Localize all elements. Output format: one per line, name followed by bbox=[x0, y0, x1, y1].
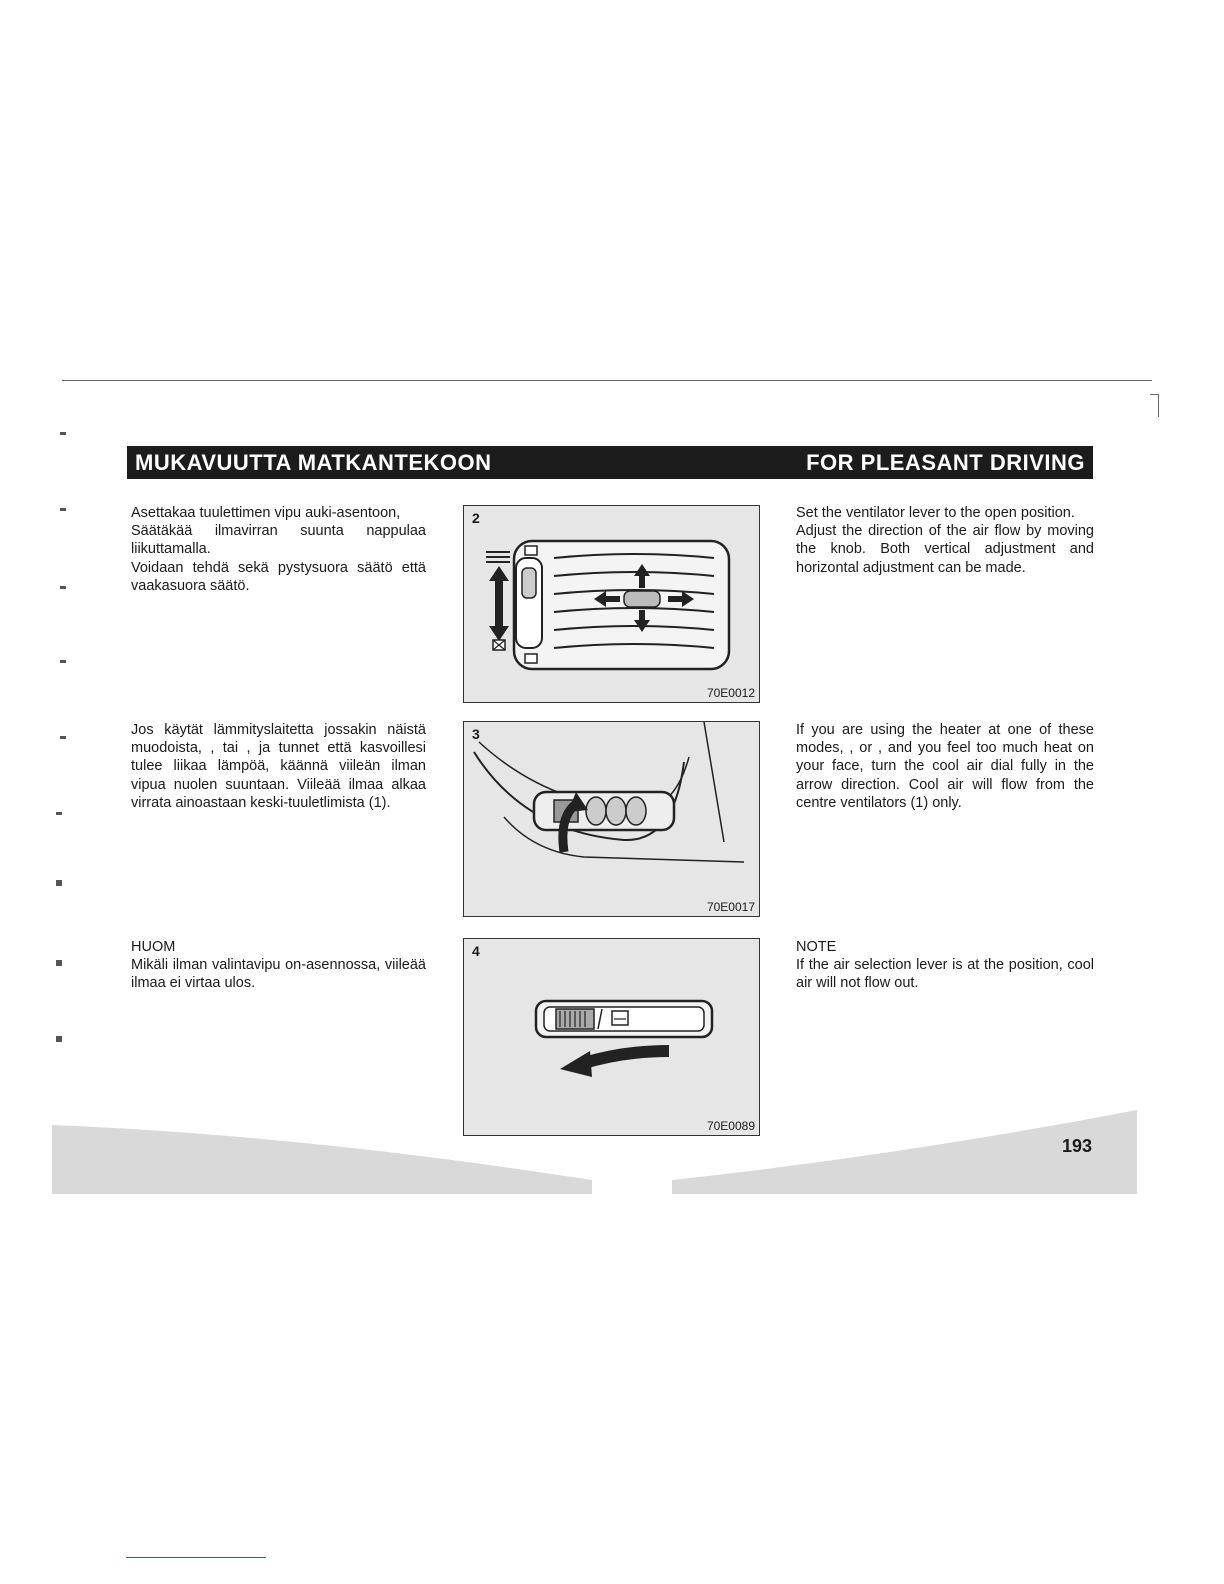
english-paragraph: NOTE bbox=[796, 939, 837, 955]
english-paragraph: If the air selection lever is at the position, cool air will not flow out. bbox=[796, 957, 1094, 992]
finnish-paragraph: Voidaan tehdä sekä pystysuora säätö että vaakasuora säätö. bbox=[131, 559, 426, 594]
finnish-paragraph: Asettakaa tuulettimen vipu auki-asentoon, bbox=[131, 505, 401, 521]
binding-mark bbox=[56, 812, 62, 815]
figure-air-selection-lever bbox=[463, 938, 760, 1136]
binding-mark bbox=[60, 736, 66, 739]
section-header bbox=[127, 446, 1093, 479]
english-text-block-3 bbox=[796, 938, 1094, 993]
finnish-text-block-3 bbox=[131, 938, 426, 993]
binding-mark bbox=[60, 586, 66, 589]
vent-adjustment-illustration bbox=[464, 506, 761, 704]
english-paragraph: Adjust the direction of the air flow by moving the knob. Both vertical adjustment and horizontal adjustment can be made. bbox=[796, 523, 1094, 576]
figure-code: 70E0017 bbox=[706, 900, 755, 914]
binding-mark bbox=[60, 432, 66, 435]
figure-number: 3 bbox=[472, 726, 480, 742]
binding-mark bbox=[56, 1036, 62, 1042]
page-number: 193 bbox=[1062, 1136, 1093, 1156]
cool-air-dial-illustration bbox=[464, 722, 761, 918]
binding-mark bbox=[60, 660, 66, 663]
figure-number: 2 bbox=[472, 510, 480, 526]
finnish-paragraph: Jos käytät lämmityslaitetta jossakin näistä muodoista, , tai , ja tunnet että kasvoillesi tulee liikaa lämpöä, käännä viileän ilman vipua nuolen suuntaan. Viileää ilmaa alkaa virrata ainoastaan keski-tuuletlimista (1). bbox=[131, 722, 426, 811]
english-text-block-2 bbox=[796, 721, 1094, 812]
top-rule bbox=[62, 380, 1152, 381]
finnish-text-block-1 bbox=[131, 504, 426, 595]
binding-mark bbox=[56, 960, 62, 966]
finnish-paragraph: Säätäkää ilmavirran suunta nappulaa liikuttamalla. bbox=[131, 523, 426, 558]
binding-mark bbox=[60, 508, 66, 511]
figure-cool-air-dial bbox=[463, 721, 760, 917]
figure-number: 4 bbox=[472, 943, 480, 959]
figure-code: 70E0012 bbox=[706, 686, 755, 700]
footnote-rule bbox=[126, 1557, 266, 1558]
air-selection-lever-illustration bbox=[464, 939, 761, 1137]
english-paragraph: If you are using the heater at one of these modes, , or , and you feel too much heat on your face, turn the cool air dial fully in the arrow direction. Cool air will flow from the centre ventilators (1) only. bbox=[796, 722, 1094, 811]
figure-vent-adjustment bbox=[463, 505, 760, 703]
header-title-finnish: MUKAVUUTTA MATKANTEKOON bbox=[135, 449, 492, 475]
scan-shadow bbox=[52, 1110, 1142, 1194]
figure-code: 70E0089 bbox=[706, 1119, 755, 1133]
finnish-paragraph: HUOM bbox=[131, 939, 176, 955]
finnish-paragraph: Mikäli ilman valintavipu on-asennossa, viileää ilmaa ei virtaa ulos. bbox=[131, 957, 426, 992]
finnish-text-block-2 bbox=[131, 721, 426, 812]
top-rule-corner bbox=[1150, 394, 1159, 417]
binding-mark bbox=[56, 880, 62, 886]
english-text-block-1 bbox=[796, 504, 1094, 577]
header-title-english: FOR PLEASANT DRIVING bbox=[806, 449, 1085, 475]
english-paragraph: Set the ventilator lever to the open position. bbox=[796, 505, 1075, 521]
